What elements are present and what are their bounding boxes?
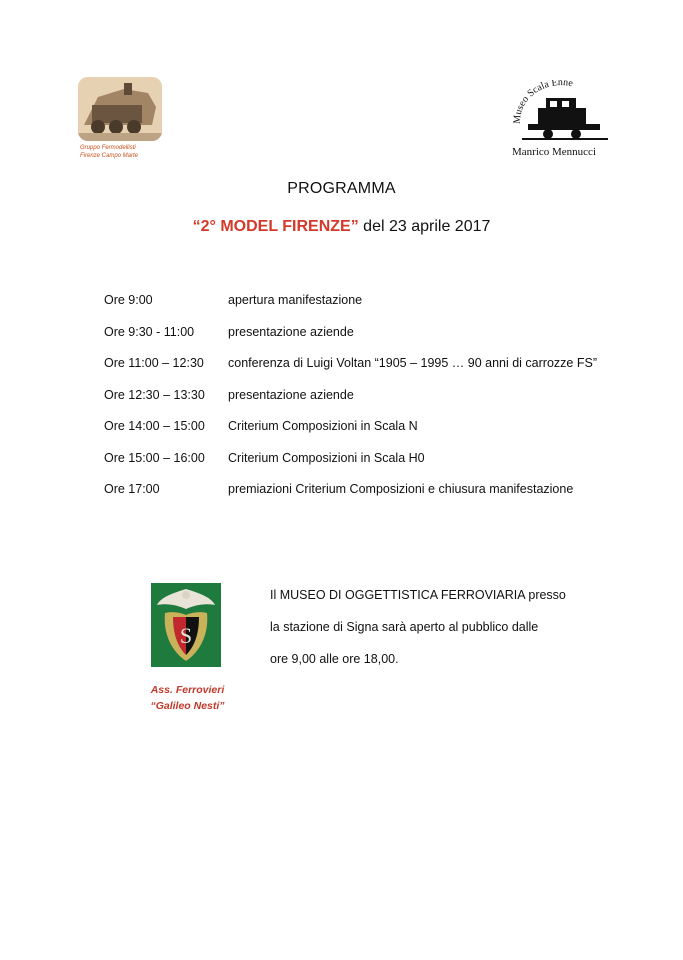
schedule-time: Ore 9:00 <box>104 293 153 307</box>
gruppo-fermodellisti-caption <box>80 144 190 160</box>
schedule-row <box>104 419 418 433</box>
schedule-time: Ore 17:00 <box>104 482 160 496</box>
schedule-row <box>104 325 354 339</box>
schedule-time: Ore 11:00 – 12:30 <box>104 356 204 370</box>
event-name: “2° MODEL FIRENZE” <box>192 218 359 235</box>
schedule-row <box>104 293 362 307</box>
schedule-activity: apertura manifestazione <box>228 293 363 307</box>
schedule-time: Ore 9:30 - 11:00 <box>104 325 195 339</box>
museum-caption: Manrico Mennucci <box>512 146 596 158</box>
schedule-time: Ore 12:30 – 13:30 <box>104 388 205 402</box>
ferrovieri-emblem <box>151 583 221 667</box>
schedule-time: Ore 14:00 – 15:00 <box>104 419 205 433</box>
association-caption <box>140 682 235 714</box>
schedule-row <box>104 388 354 402</box>
schedule-row <box>104 356 597 370</box>
locomotive-icon <box>78 77 162 141</box>
museum-arc-text: Museo Scala Enne <box>511 80 574 125</box>
gruppo-fermodellisti-logo <box>78 77 162 141</box>
museum-notice-line: la stazione di Signa sarà aperto al pubblico dalle <box>270 620 539 634</box>
museum-notice-line: Il MUSEO DI OGGETTISTICA FERROVIARIA presso <box>270 588 566 602</box>
caption-line: Gruppo Fermodellisti <box>80 145 136 151</box>
caption-line: Firenze Campo Marte <box>80 153 139 159</box>
event-subtitle <box>0 218 683 236</box>
caption-line: Ass. Ferrovieri <box>150 684 225 696</box>
museo-scala-enne-logo <box>510 80 610 150</box>
eagle-emblem-icon <box>151 583 221 667</box>
museum-notice-line: ore 9,00 alle ore 18,00. <box>270 652 399 666</box>
schedule-time: Ore 15:00 – 16:00 <box>104 451 205 465</box>
schedule-activity: premiazioni Criterium Composizioni e chiusura manifestazione <box>228 482 574 496</box>
schedule-activity: Criterium Composizioni in Scala H0 <box>228 451 425 465</box>
schedule-row <box>104 451 425 465</box>
schedule-activity: presentazione aziende <box>228 388 354 402</box>
schedule-activity: presentazione aziende <box>228 325 354 339</box>
schedule-row <box>104 482 573 496</box>
tram-icon <box>522 98 608 140</box>
event-date: del 23 aprile 2017 <box>358 218 491 235</box>
page-title: PROGRAMMA <box>287 180 396 197</box>
schedule-activity: conferenza di Luigi Voltan “1905 – 1995 … 90 anni di carrozze FS” <box>228 356 597 370</box>
caption-line: “Galileo Nesti” <box>150 700 225 712</box>
svg-text:S: S <box>179 623 193 648</box>
schedule-activity: Criterium Composizioni in Scala N <box>228 419 418 433</box>
